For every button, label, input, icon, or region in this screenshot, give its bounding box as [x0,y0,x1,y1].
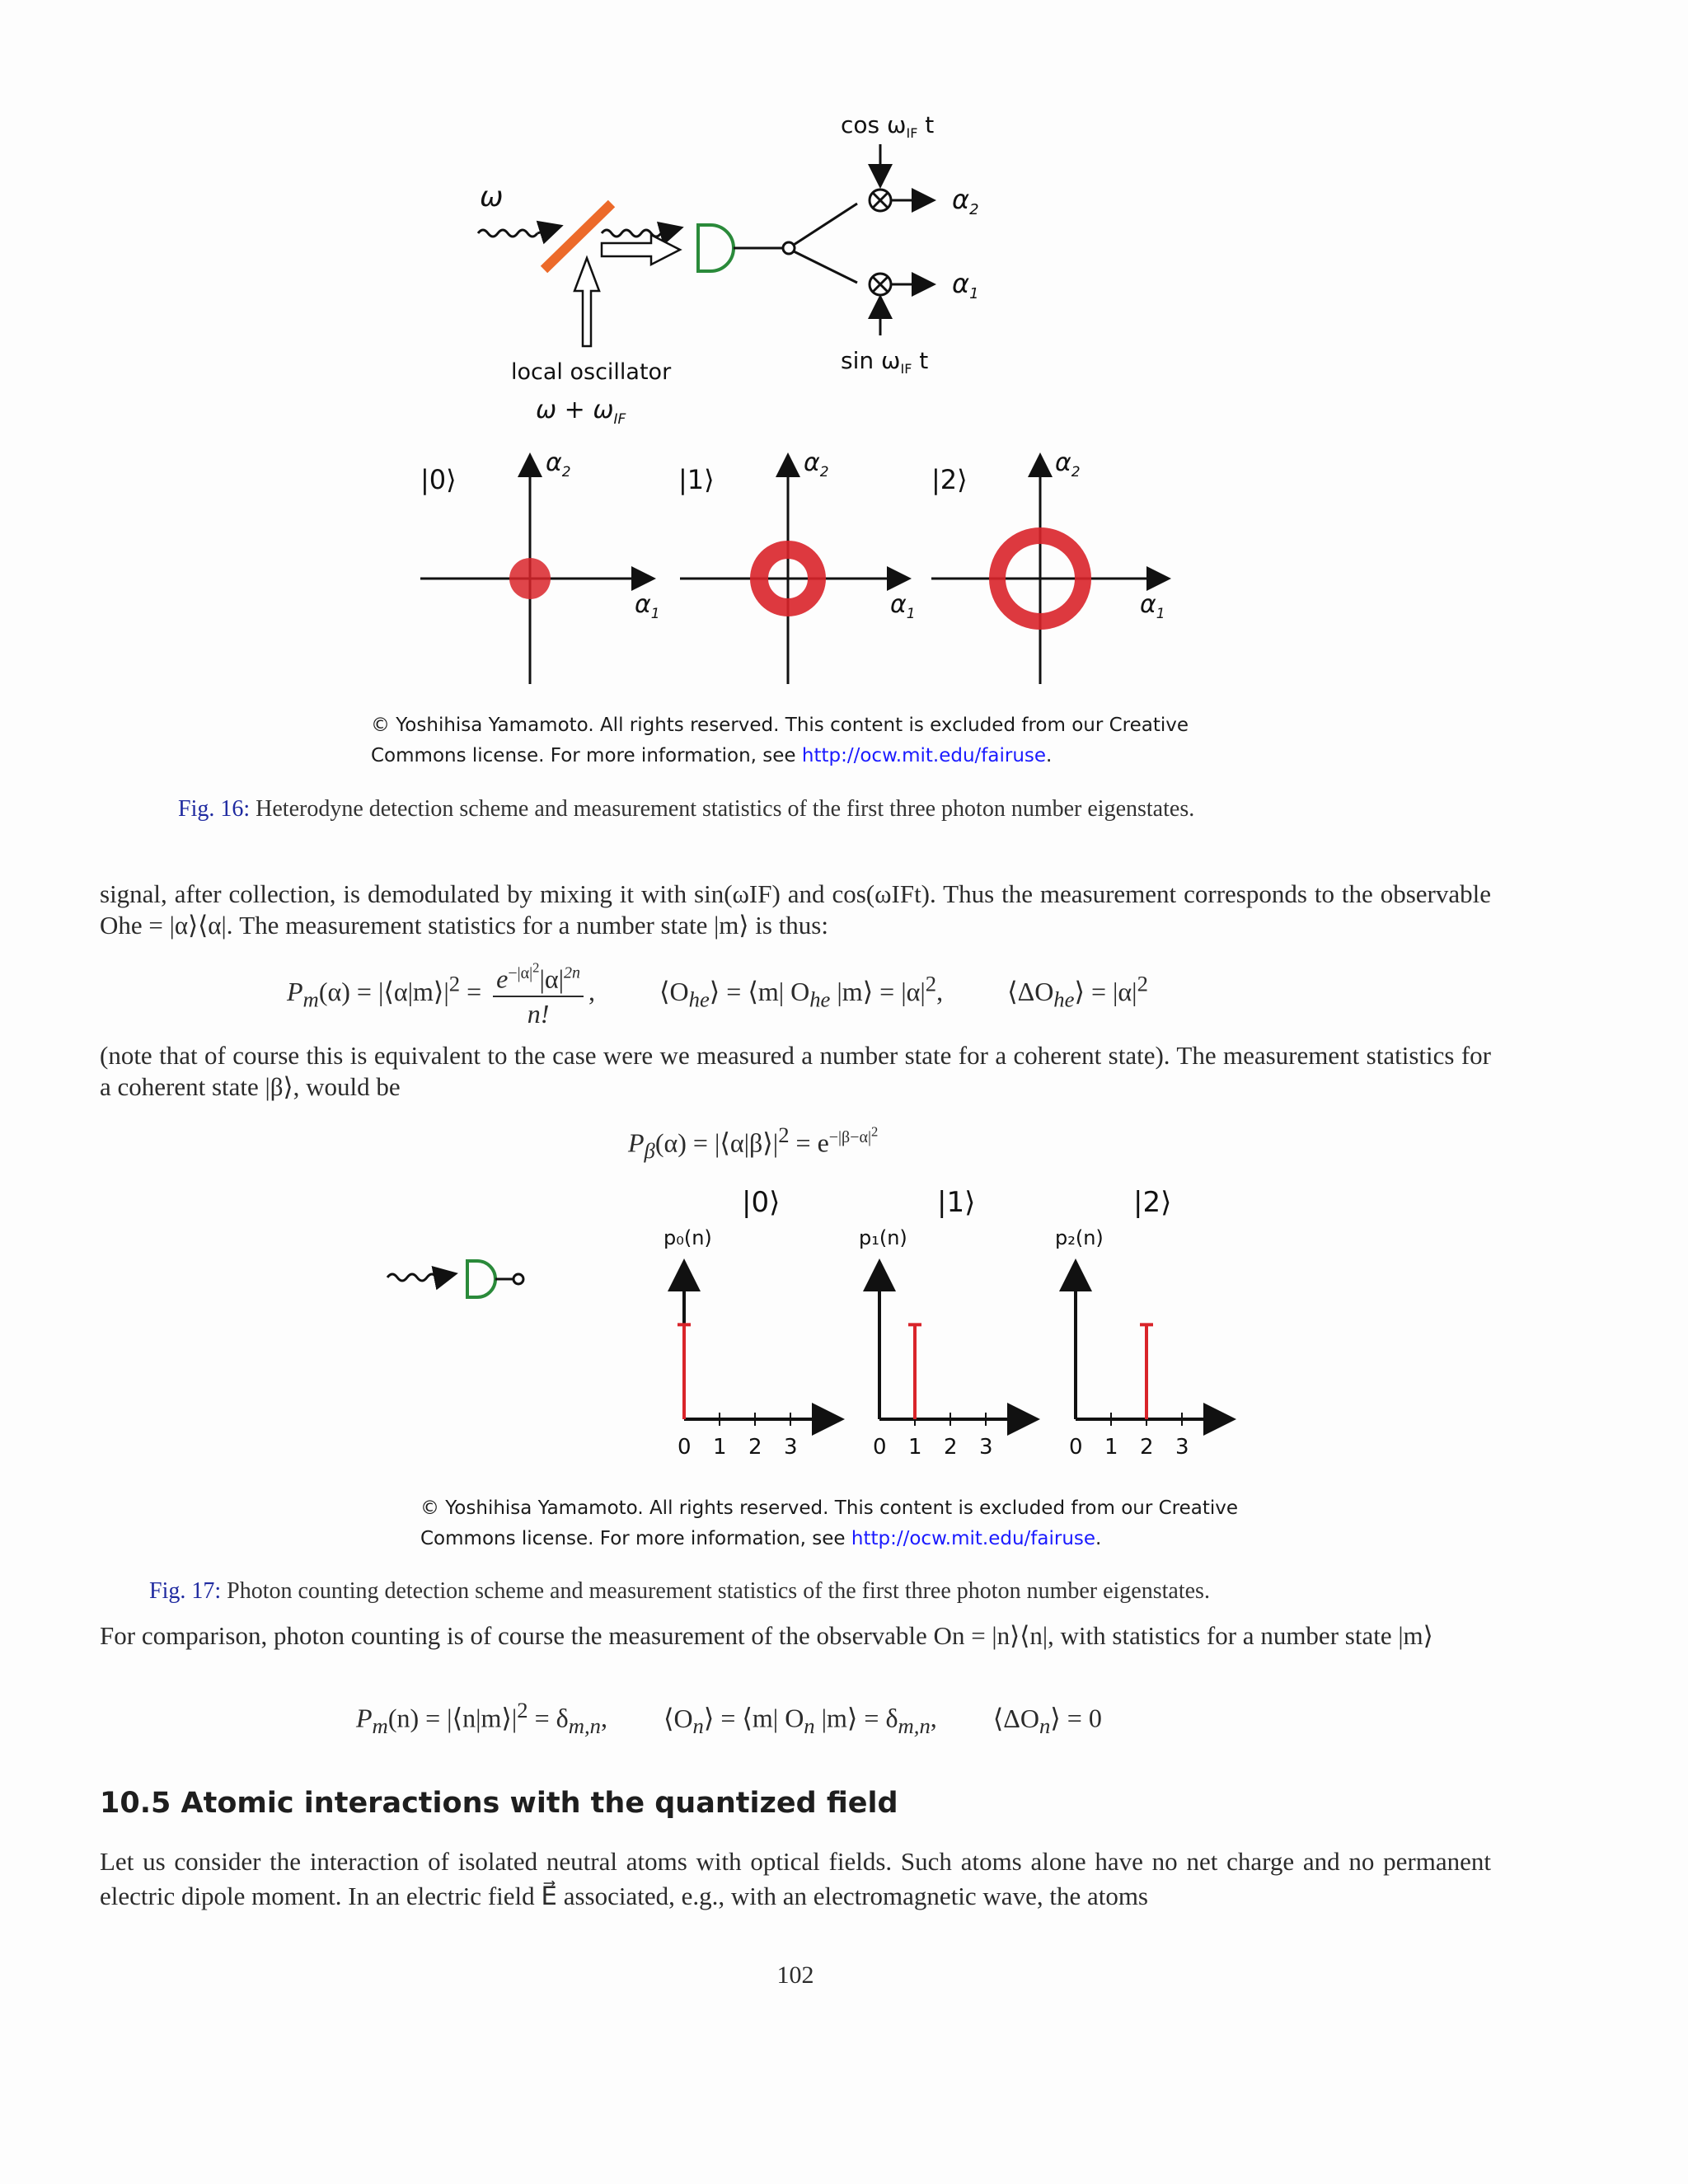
figure-17-label[interactable]: Fig. 17: [149,1578,222,1604]
input-wave-arrow [537,227,559,233]
splitter-node [783,242,795,254]
copyright-line: Commons license. For more information, see http://ocw.mit.edu/fairuse. [420,1528,1102,1549]
figure-16-caption: Fig. 16: Heterodyne detection scheme and measurement statistics of the first three photon number eigenstates. [178,796,1195,822]
axis-alpha1-label: $\alpha_1$ [890,590,916,622]
sin-label: $\sin \omega_{IF}$ t [841,347,929,377]
input-wave [387,1274,437,1281]
fairuse-link[interactable]: http://ocw.mit.edu/fairuse [801,745,1047,766]
figure-17-diagram [375,1179,1261,1467]
fraction: $\frac{e^{-|\alpha|^2}|\alpha|^{2n}}{n!}$ [493,959,584,1029]
figure-16-copyright [371,710,1360,771]
local-oscillator-arrow [574,258,599,346]
page-number: 102 [776,1961,814,1989]
y-axis-label: p₂(n) [1055,1226,1104,1249]
paragraph-photon-counting: For comparison, photon counting is of course the measurement of the observable On = |n⟩⟨n|, with statistics for a number state |m⟩ [100,1621,1433,1650]
input-omega-label: ω [480,180,504,213]
input-wave [478,230,537,237]
copyright-line: Commons license. For more information, see http://ocw.mit.edu/fairuse. [371,745,1053,766]
axis-alpha2-label: $\alpha_2$ [804,448,829,480]
x-tick-label: 1 [908,1435,922,1460]
branch-lower [794,251,857,283]
paragraph-atomic-interactions: Let us consider the interaction of isolated neutral atoms with optical fields. Such atoms alone have no net charge and no permanent electric dipole moment. In an electric field E⃗ associated, e.g., with an electromagnetic wave, the atoms [100,1847,1491,1910]
input-wave-arrow [437,1274,453,1277]
figure-17-caption: Fig. 17: Photon counting detection scheme and measurement statistics of the first three photon number eigenstates. [149,1578,1210,1604]
copyright-line: © Yoshihisa Yamamoto. All rights reserved. This content is excluded from our Creative [420,1497,1239,1519]
x-tick-label: 0 [873,1435,887,1460]
paragraph-coherent-note: (note that of course this is equivalent to the case were we measured a number state for a coherent state). The measurement statistics for a coherent state |β⟩, would be [100,1041,1491,1101]
signal-to-detector-arrow [602,235,680,265]
beam-splitter [544,204,612,269]
cos-label: $\cos \omega_{IF}$ t [841,111,935,141]
copyright-line: © Yoshihisa Yamamoto. All rights reserved. This content is excluded from our Creative [371,715,1189,736]
ket-label: |1⟩ [937,1186,976,1219]
ket-label: |2⟩ [1133,1186,1172,1219]
x-tick-label: 3 [979,1435,993,1460]
detector-output-node [513,1274,523,1284]
mixer-lower-icon [870,274,891,295]
output-alpha1-label: $\alpha_1$ [952,268,979,302]
x-tick-label: 2 [748,1435,762,1460]
phase-plot-state-1 [678,448,916,684]
x-tick-label: 2 [944,1435,958,1460]
axis-alpha2-label: $\alpha_2$ [1055,448,1081,480]
y-axis-label: p₀(n) [663,1226,712,1249]
local-oscillator-frequency: $\omega + \omega_{IF}$ [536,396,626,428]
section-heading: 10.5 Atomic interactions with the quantized field [100,1787,898,1820]
fairuse-link[interactable]: http://ocw.mit.edu/fairuse [851,1528,1096,1549]
axis-alpha1-label: $\alpha_1$ [1140,590,1165,622]
output-alpha2-label: $\alpha_2$ [952,184,979,218]
figure-17-copyright [420,1493,1409,1554]
axis-alpha2-label: $\alpha_2$ [546,448,571,480]
equation-heterodyne-stats: $P_m(\alpha)$ = $|⟨\alpha|m⟩|^2$ = $\frac{e^{-|\alpha|^2}|\alpha|^{2n}}{n!}$ , $⟨O_{he}⟩$ = ⟨m| $O_{he}$ |m⟩ = $|\alpha|^2$, $⟨\Delta O_{he}⟩ = |\alpha|^2$ [287,959,1148,1029]
x-tick-label: 0 [678,1435,692,1460]
local-oscillator-label: local oscillator [511,359,672,385]
x-tick-label: 2 [1140,1435,1154,1460]
distribution-disk [509,558,551,599]
phase-plot-state-2 [931,448,1166,684]
detector-icon [698,225,734,271]
figure-16-label[interactable]: Fig. 16: [178,796,251,822]
equation-photon-counting: $P_m(n)$ = $|⟨n|m⟩|^2 = \delta_{m,n}$, $⟨O_n⟩$ = ⟨m| $O_n$ |m⟩ = $\delta_{m,n}$, $⟨\Delta O_n⟩ = 0$ [356,1698,1102,1739]
mixer-upper-icon [870,190,891,211]
branch-upper [794,204,857,245]
x-tick-label: 3 [784,1435,798,1460]
ket-label: |0⟩ [742,1186,781,1219]
paragraph-heterodyne: signal, after collection, is demodulated by mixing it with sin(ωIF) and cos(ωIFt). Thus the measurement corresponds to the observable Ohe = |α⟩⟨α|. The measurement statistics for a number state |m⟩ is thus: [100,879,1491,940]
ket-2-label: |2⟩ [931,464,968,495]
phase-plot-state-0 [420,448,660,684]
figure-16-diagram [404,111,1195,701]
y-axis-label: p₁(n) [859,1226,907,1249]
ket-0-label: |0⟩ [420,464,457,495]
axis-alpha1-label: $\alpha_1$ [635,590,660,622]
detector-icon [467,1261,495,1297]
ket-1-label: |1⟩ [678,464,715,495]
equation-coherent-stats: $P_\beta(\alpha)$ = $|⟨\alpha|\beta⟩|^2 = e^{-|\beta-\alpha|^2}$ [628,1122,879,1164]
x-tick-label: 1 [713,1435,727,1460]
x-tick-label: 3 [1175,1435,1189,1460]
x-tick-label: 1 [1104,1435,1118,1460]
x-tick-label: 0 [1069,1435,1083,1460]
mixed-wave-arrow [661,228,679,233]
